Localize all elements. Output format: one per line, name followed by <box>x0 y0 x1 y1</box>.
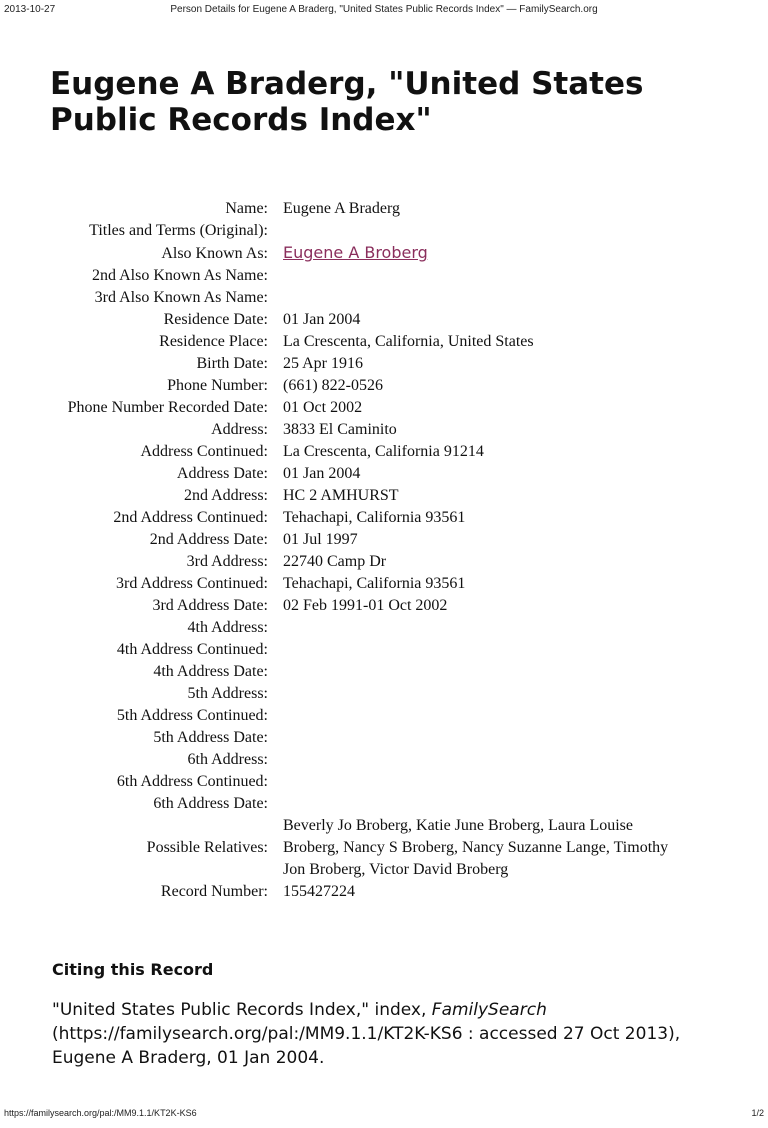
field-label: 5th Address: <box>187 685 268 702</box>
record-row <box>20 683 693 705</box>
record-row <box>20 419 693 441</box>
field-value: 22740 Camp Dr <box>283 553 387 570</box>
print-header <box>4 4 764 18</box>
field-value: 02 Feb 1991-01 Oct 2002 <box>283 597 448 614</box>
field-label: 6th Address Continued: <box>116 773 268 790</box>
field-label: 3rd Address: <box>186 553 268 570</box>
field-label: Birth Date: <box>196 355 268 372</box>
record-row <box>20 573 693 595</box>
field-value <box>283 661 693 683</box>
page-title: Eugene A Braderg, "United States Public Records Index" <box>50 66 644 138</box>
field-label: Residence Place: <box>159 333 268 350</box>
record-row <box>20 287 693 309</box>
record-row <box>20 265 693 287</box>
field-value <box>283 220 693 242</box>
print-page-title: Person Details for Eugene A Braderg, "United States Public Records Index" — FamilySearch.org <box>170 4 598 15</box>
record-row <box>20 309 693 331</box>
field-value <box>283 639 693 661</box>
field-value: 25 Apr 1916 <box>283 355 363 372</box>
record-row <box>20 242 693 265</box>
field-value: La Crescenta, California 91214 <box>283 443 484 460</box>
field-value: 3833 El Caminito <box>283 421 397 438</box>
citation-text-before: "United States Public Records Index," index, <box>52 1000 432 1020</box>
field-label: 6th Address: <box>187 751 268 768</box>
citation-heading: Citing this Record <box>52 960 214 979</box>
field-value: Tehachapi, California 93561 <box>283 509 466 526</box>
record-row <box>20 485 693 507</box>
field-value <box>283 793 693 815</box>
citation-source: FamilySearch <box>431 1000 547 1020</box>
record-row <box>20 198 693 220</box>
field-value <box>283 287 693 309</box>
record-row <box>20 639 693 661</box>
field-label: 4th Address: <box>187 619 268 636</box>
record-row <box>20 220 693 242</box>
record-row <box>20 595 693 617</box>
field-label: 3rd Also Known As Name: <box>94 289 268 306</box>
field-label: 2nd Address: <box>184 487 268 504</box>
citation-text <box>52 998 712 1070</box>
field-label: 3rd Address Date: <box>152 597 268 614</box>
field-value <box>283 683 693 705</box>
field-value: 01 Jan 2004 <box>283 465 361 482</box>
field-label: Address: <box>211 421 268 438</box>
field-value: 01 Jul 1997 <box>283 531 358 548</box>
record-row <box>20 661 693 683</box>
field-value <box>283 242 693 265</box>
record-row <box>20 375 693 397</box>
field-label: 2nd Address Date: <box>149 531 268 548</box>
record-row <box>20 617 693 639</box>
field-value <box>283 771 693 793</box>
field-value <box>283 727 693 749</box>
field-value: 155427224 <box>283 883 355 900</box>
field-label: Residence Date: <box>163 311 268 328</box>
field-label: 2nd Also Known As Name: <box>92 267 268 284</box>
field-value: La Crescenta, California, United States <box>283 333 534 350</box>
record-row <box>20 353 693 375</box>
record-row <box>20 441 693 463</box>
field-label: 4th Address Date: <box>153 663 268 680</box>
record-row <box>20 463 693 485</box>
field-label: Address Date: <box>176 465 268 482</box>
record-row <box>20 507 693 529</box>
record-row <box>20 815 693 881</box>
field-value: Beverly Jo Broberg, Katie June Broberg, Laura Louise Broberg, Nancy S Broberg, Nancy Suzanne Lange, Timothy Jon Broberg, Victor David Broberg <box>283 817 669 878</box>
record-row <box>20 529 693 551</box>
field-label: 2nd Address Continued: <box>113 509 268 526</box>
field-label: Titles and Terms (Original): <box>89 222 268 239</box>
field-value <box>283 265 693 287</box>
field-label: 6th Address Date: <box>153 795 268 812</box>
field-value: Tehachapi, California 93561 <box>283 575 466 592</box>
record-row <box>20 793 693 815</box>
record-details-table <box>20 198 693 903</box>
record-row <box>20 705 693 727</box>
record-row <box>20 551 693 573</box>
field-label: 5th Address Date: <box>153 729 268 746</box>
record-fields <box>20 198 693 903</box>
field-label: Phone Number: <box>167 377 268 394</box>
citation-text-after: (https://familysearch.org/pal:/MM9.1.1/KT2K-KS6 : accessed 27 Oct 2013), Eugene A Braderg, 01 Jan 2004. <box>52 1024 681 1068</box>
record-row <box>20 331 693 353</box>
field-value: 01 Jan 2004 <box>283 311 361 328</box>
also-known-as-link[interactable]: Eugene A Broberg <box>283 243 428 262</box>
print-footer <box>4 1108 764 1122</box>
field-label: Name: <box>225 200 268 217</box>
field-label: Address Continued: <box>140 443 268 460</box>
field-label: 3rd Address Continued: <box>116 575 268 592</box>
print-date: 2013-10-27 <box>4 4 56 15</box>
field-value <box>283 617 693 639</box>
field-label: Possible Relatives: <box>146 839 268 856</box>
print-page-number: 1/2 <box>751 1108 764 1118</box>
record-row <box>20 881 693 903</box>
field-value: (661) 822-0526 <box>283 377 383 394</box>
field-label: Phone Number Recorded Date: <box>67 399 268 416</box>
record-row <box>20 749 693 771</box>
record-row <box>20 727 693 749</box>
field-value <box>283 749 693 771</box>
field-value: HC 2 AMHURST <box>283 487 399 504</box>
field-label: 5th Address Continued: <box>116 707 268 724</box>
field-value: 01 Oct 2002 <box>283 399 363 416</box>
record-row <box>20 771 693 793</box>
field-label: Record Number: <box>160 883 268 900</box>
record-row <box>20 397 693 419</box>
field-label: 4th Address Continued: <box>116 641 268 658</box>
field-value <box>283 705 693 727</box>
field-label: Also Known As: <box>161 244 268 262</box>
print-url: https://familysearch.org/pal:/MM9.1.1/KT2K-KS6 <box>4 1108 197 1118</box>
field-value: Eugene A Braderg <box>283 200 401 217</box>
